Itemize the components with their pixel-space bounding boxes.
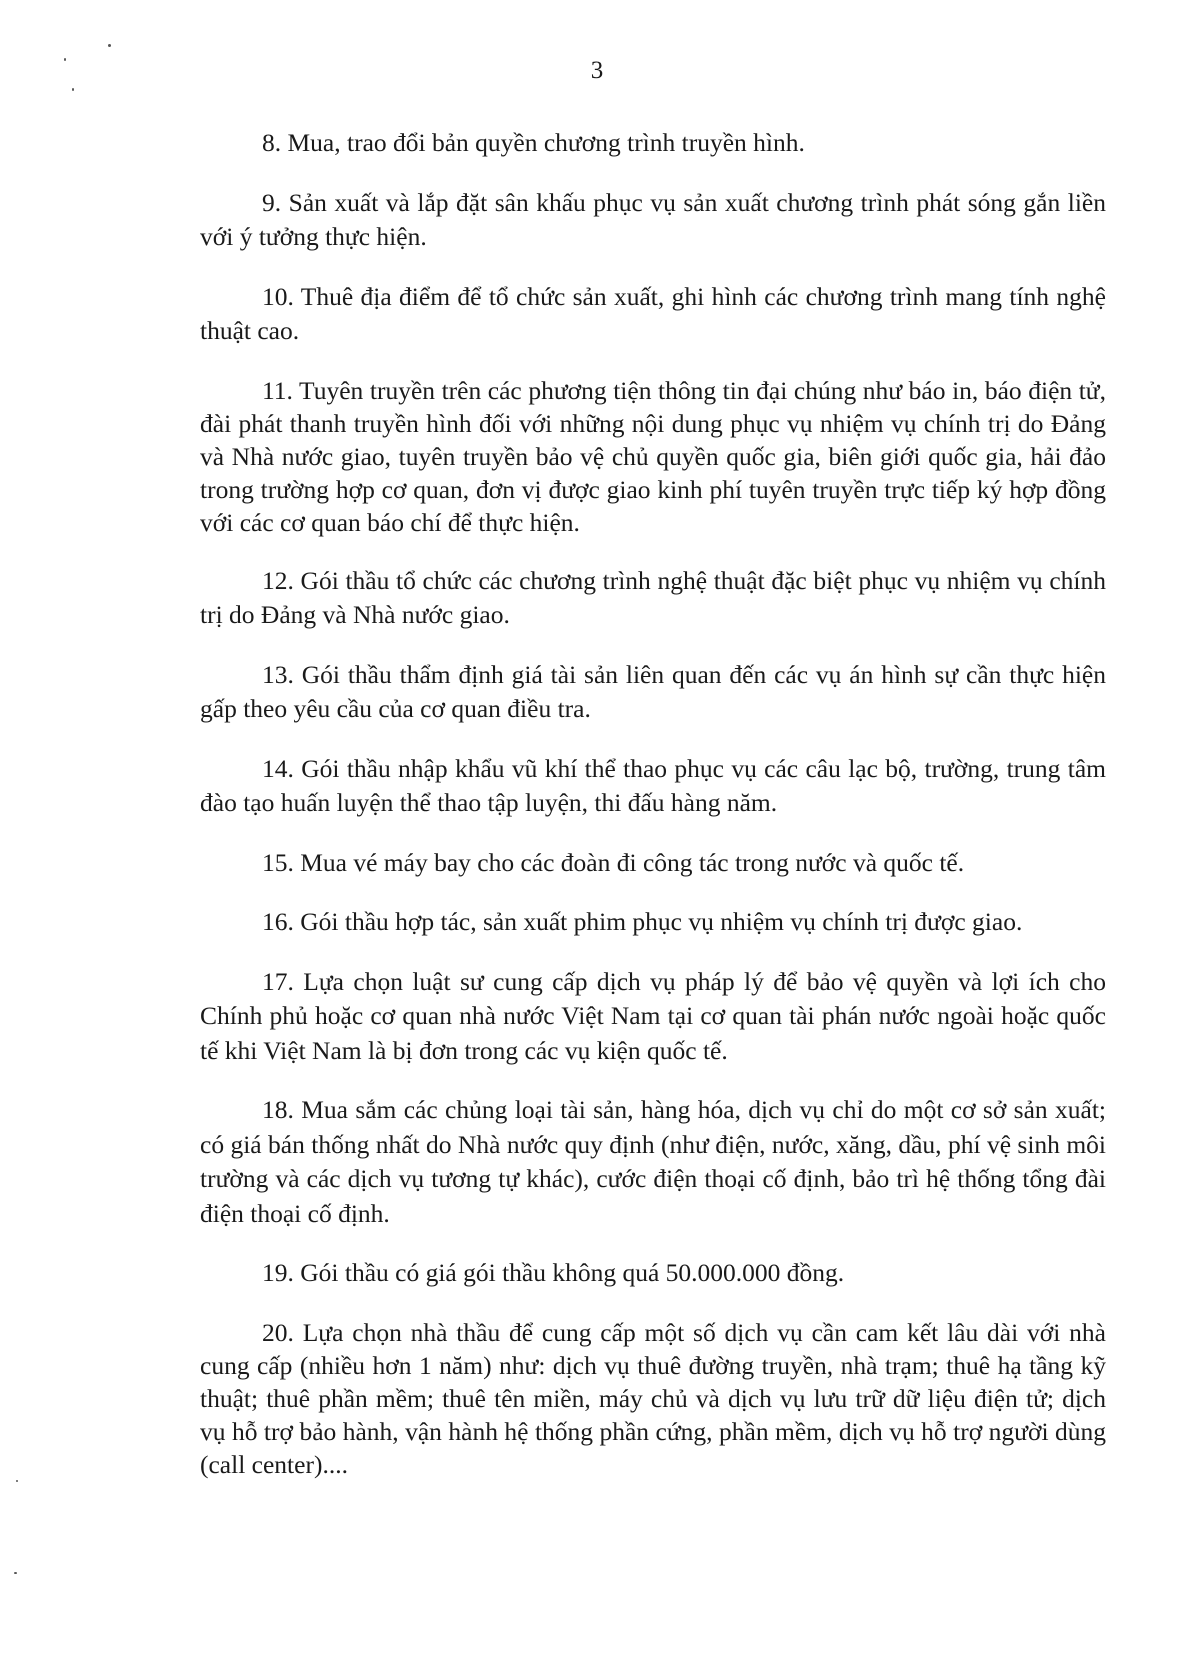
scan-speck (108, 44, 111, 47)
list-item: 15. Mua vé máy bay cho các đoàn đi công tác trong nước và quốc tế. (262, 847, 965, 877)
list-item: 19. Gói thầu có giá gói thầu không quá 50.000.000 đồng. (262, 1258, 845, 1287)
scan-speck (14, 1572, 17, 1574)
document-body (200, 126, 1106, 1506)
list-item: 9. Sản xuất và lắp đặt sân khấu phục vụ sản xuất chương trình phát sóng gắn liền với ý tưởng thực hiện. (200, 187, 1106, 251)
scan-speck (72, 88, 74, 91)
list-item: 8. Mua, trao đổi bản quyền chương trình truyền hình. (262, 128, 805, 157)
list-item: 14. Gói thầu nhập khẩu vũ khí thể thao phục vụ các câu lạc bộ, trường, trung tâm đào tạo huấn luyện thể thao tập luyện, thi đấu hàng năm. (200, 753, 1106, 817)
list-item: 16. Gói thầu hợp tác, sản xuất phim phục vụ nhiệm vụ chính trị được giao. (262, 907, 1023, 936)
list-item: 17. Lựa chọn luật sư cung cấp dịch vụ pháp lý để bảo vệ quyền và lợi ích cho Chính phủ hoặc cơ quan nhà nước Việt Nam tại cơ quan tài phán nước ngoài hoặc quốc tế khi Việt Nam là bị đơn trong các vụ kiện quốc tế. (200, 966, 1106, 1065)
list-item: 10. Thuê địa điểm để tổ chức sản xuất, ghi hình các chương trình mang tính nghệ thuật cao. (200, 281, 1106, 345)
scan-speck (16, 1480, 18, 1482)
list-item: 18. Mua sắm các chủng loại tài sản, hàng hóa, dịch vụ chỉ do một cơ sở sản xuất; có giá bán thống nhất do Nhà nước quy định (như điện, nước, xăng, dầu, phí vệ sinh môi trường và các dịch vụ tương tự khác), cước điện thoại cố định, bảo trì hệ thống tổng đài điện thoại cố định. (200, 1095, 1106, 1228)
list-item: 11. Tuyên truyền trên các phương tiện thông tin đại chúng như báo in, báo điện tử, đài phát thanh truyền hình đối với những nội dung phục vụ nhiệm vụ chính trị do Đảng và Nhà nước giao, tuyên truyền bảo vệ chủ quyền quốc gia, biên giới quốc gia, hải đảo trong trường hợp cơ quan, đơn vị được giao kinh phí tuyên truyền trực tiếp ký hợp đồng với các cơ quan báo chí để thực hiện. (200, 375, 1106, 537)
list-item: 20. Lựa chọn nhà thầu để cung cấp một số dịch vụ cần cam kết lâu dài với nhà cung cấp (nhiều hơn 1 năm) như: dịch vụ thuê đường truyền, nhà trạm; thuê hạ tầng kỹ thuật; thuê phần mềm; thuê tên miền, máy chủ và dịch vụ lưu trữ dữ liệu điện tử; dịch vụ hỗ trợ bảo hành, vận hành hệ thống phần cứng, phần mềm, dịch vụ hỗ trợ người dùng (call center).... (200, 1317, 1106, 1479)
list-item: 12. Gói thầu tổ chức các chương trình nghệ thuật đặc biệt phục vụ nhiệm vụ chính trị do Đảng và Nhà nước giao. (200, 565, 1106, 629)
page-number: 3 (590, 57, 604, 84)
list-item: 13. Gói thầu thẩm định giá tài sản liên quan đến các vụ án hình sự cần thực hiện gấp theo yêu cầu của cơ quan điều tra. (200, 659, 1106, 723)
